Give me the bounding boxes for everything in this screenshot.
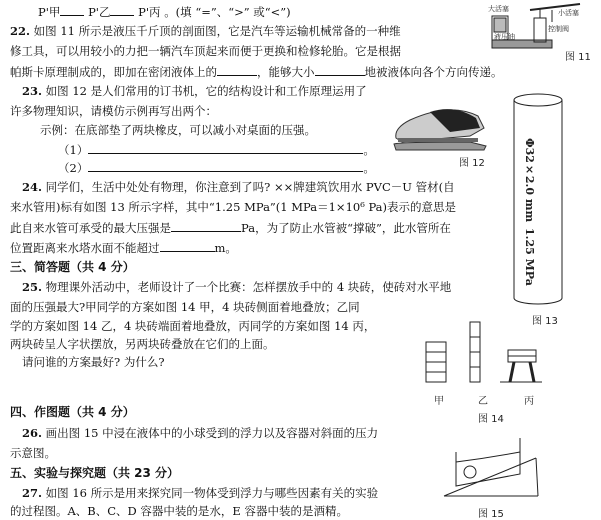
q25-line2: 面的压强最大?甲同学的方案如图 14 甲，4 块砖侧面着地叠放；乙同	[10, 300, 360, 314]
figure-15-label: 图 15	[478, 509, 504, 520]
q26-line1: 26. 画出图 15 中浸在液体中的小球受到的浮力以及容器对斜面的压力	[22, 426, 379, 440]
q22-line3: 帕斯卡原理制成的，即加在密闭液体上的 ，能够大小 地被液体向各个方向传递。	[10, 65, 503, 79]
section-3-heading: 三、简答题（共 4 分）	[10, 260, 135, 274]
figure-14-label: 图 14	[478, 414, 504, 425]
figure-11-label: 图 11	[565, 52, 591, 63]
fig11-label-oil: 液压油	[494, 33, 515, 41]
fig13-spec-text: Φ32×2.0 mm	[523, 138, 536, 223]
section-5-heading: 五、实验与探究题（共 23 分）	[10, 466, 180, 480]
figure-12-stapler	[390, 98, 490, 153]
q24-blank1[interactable]	[171, 220, 241, 232]
q23-blank2[interactable]	[88, 160, 363, 172]
q24-line1: 24. 同学们，生活中处处有物理，你注意到了吗? ××牌建筑饮用水 PVC－U 管材(自	[22, 180, 455, 194]
q22-blank2[interactable]	[315, 64, 365, 76]
q22-line2: 修工具，可以用较小的力把一辆汽车顶起来而便于更换和检修轮胎。它是根据	[10, 44, 401, 58]
q22-blank1[interactable]	[217, 64, 257, 76]
q25-line3: 学的方案如图 14 乙，4 块砖端面着地叠放，丙同学的方案如图 14 丙，	[10, 319, 376, 333]
q25-line1: 25. 物理课外活动中，老师设计了一个比赛：怎样摆放手中的 4 块砖，使砖对水平地	[22, 280, 452, 294]
fig11-label-small-piston: 小活塞	[558, 9, 579, 17]
q24-blank2[interactable]	[160, 240, 215, 252]
q27-line2: 的过程图。A、B、C、D 容器中装的是水，E 容器中装的是酒精。	[10, 504, 348, 518]
q24-line4: 位置距离来水塔水面不能超过 m。	[10, 241, 237, 255]
figure-12-label: 图 12	[459, 158, 485, 169]
q23-line1: 23. 如图 12 是人们常用的订书机，它的结构设计和工作原理运用了	[22, 84, 367, 98]
q23-answer2: （2） 。	[58, 161, 375, 175]
q24-line3: 此自来水管可承受的最大压强是 Pa，为了防止水管被“撑破”，此水管所在	[10, 221, 451, 235]
figure-14-bricks	[420, 320, 545, 390]
figure-15-incline-container	[440, 428, 540, 500]
fig14-label-bing: 丙	[524, 396, 534, 407]
q25-line4: 两块砖呈人字状摆放，另两块砖叠放在它们的上面。	[10, 337, 275, 351]
q23-line2: 许多物理知识，请模仿示例再写出两个：	[10, 104, 217, 118]
q23-blank1[interactable]	[88, 142, 363, 154]
figure-13-label: 图 13	[532, 316, 558, 327]
fig14-label-yi: 乙	[478, 396, 488, 407]
top-compare-line: P'甲 P'乙 P'丙 。(填 “=”、“>” 或“<”)	[38, 5, 291, 19]
q22-line1: 22. 如图 11 所示是液压千斤顶的剖面图，它是汽车等运输机械常备的一种维	[10, 24, 401, 38]
q26-line2: 示意图。	[10, 446, 56, 460]
fig14-label-jia: 甲	[434, 396, 444, 407]
fig11-label-valve: 控制阀	[548, 25, 569, 33]
figure-13-pipe	[508, 92, 568, 310]
q25-line5: 请问谁的方案最好? 为什么?	[22, 355, 165, 369]
fig11-label-large-piston: 大活塞	[488, 5, 509, 13]
q27-line1: 27. 如图 16 所示是用来探究同一物体受到浮力与哪些因素有关的实验	[22, 486, 379, 500]
section-4-heading: 四、作图题（共 4 分）	[10, 405, 135, 419]
fig13-pressure-text: 1.25 MPa	[523, 228, 536, 286]
q24-line2: 来水管用)标有如图 13 所示字样，其中“1.25 MPa”(1 MPa＝1×10⁶ Pa)表示的意思是	[10, 200, 457, 214]
q23-answer1: （1） 。	[58, 143, 375, 157]
q23-example: 示例：在底部垫了两块橡皮，可以减小对桌面的压强。	[40, 123, 316, 137]
